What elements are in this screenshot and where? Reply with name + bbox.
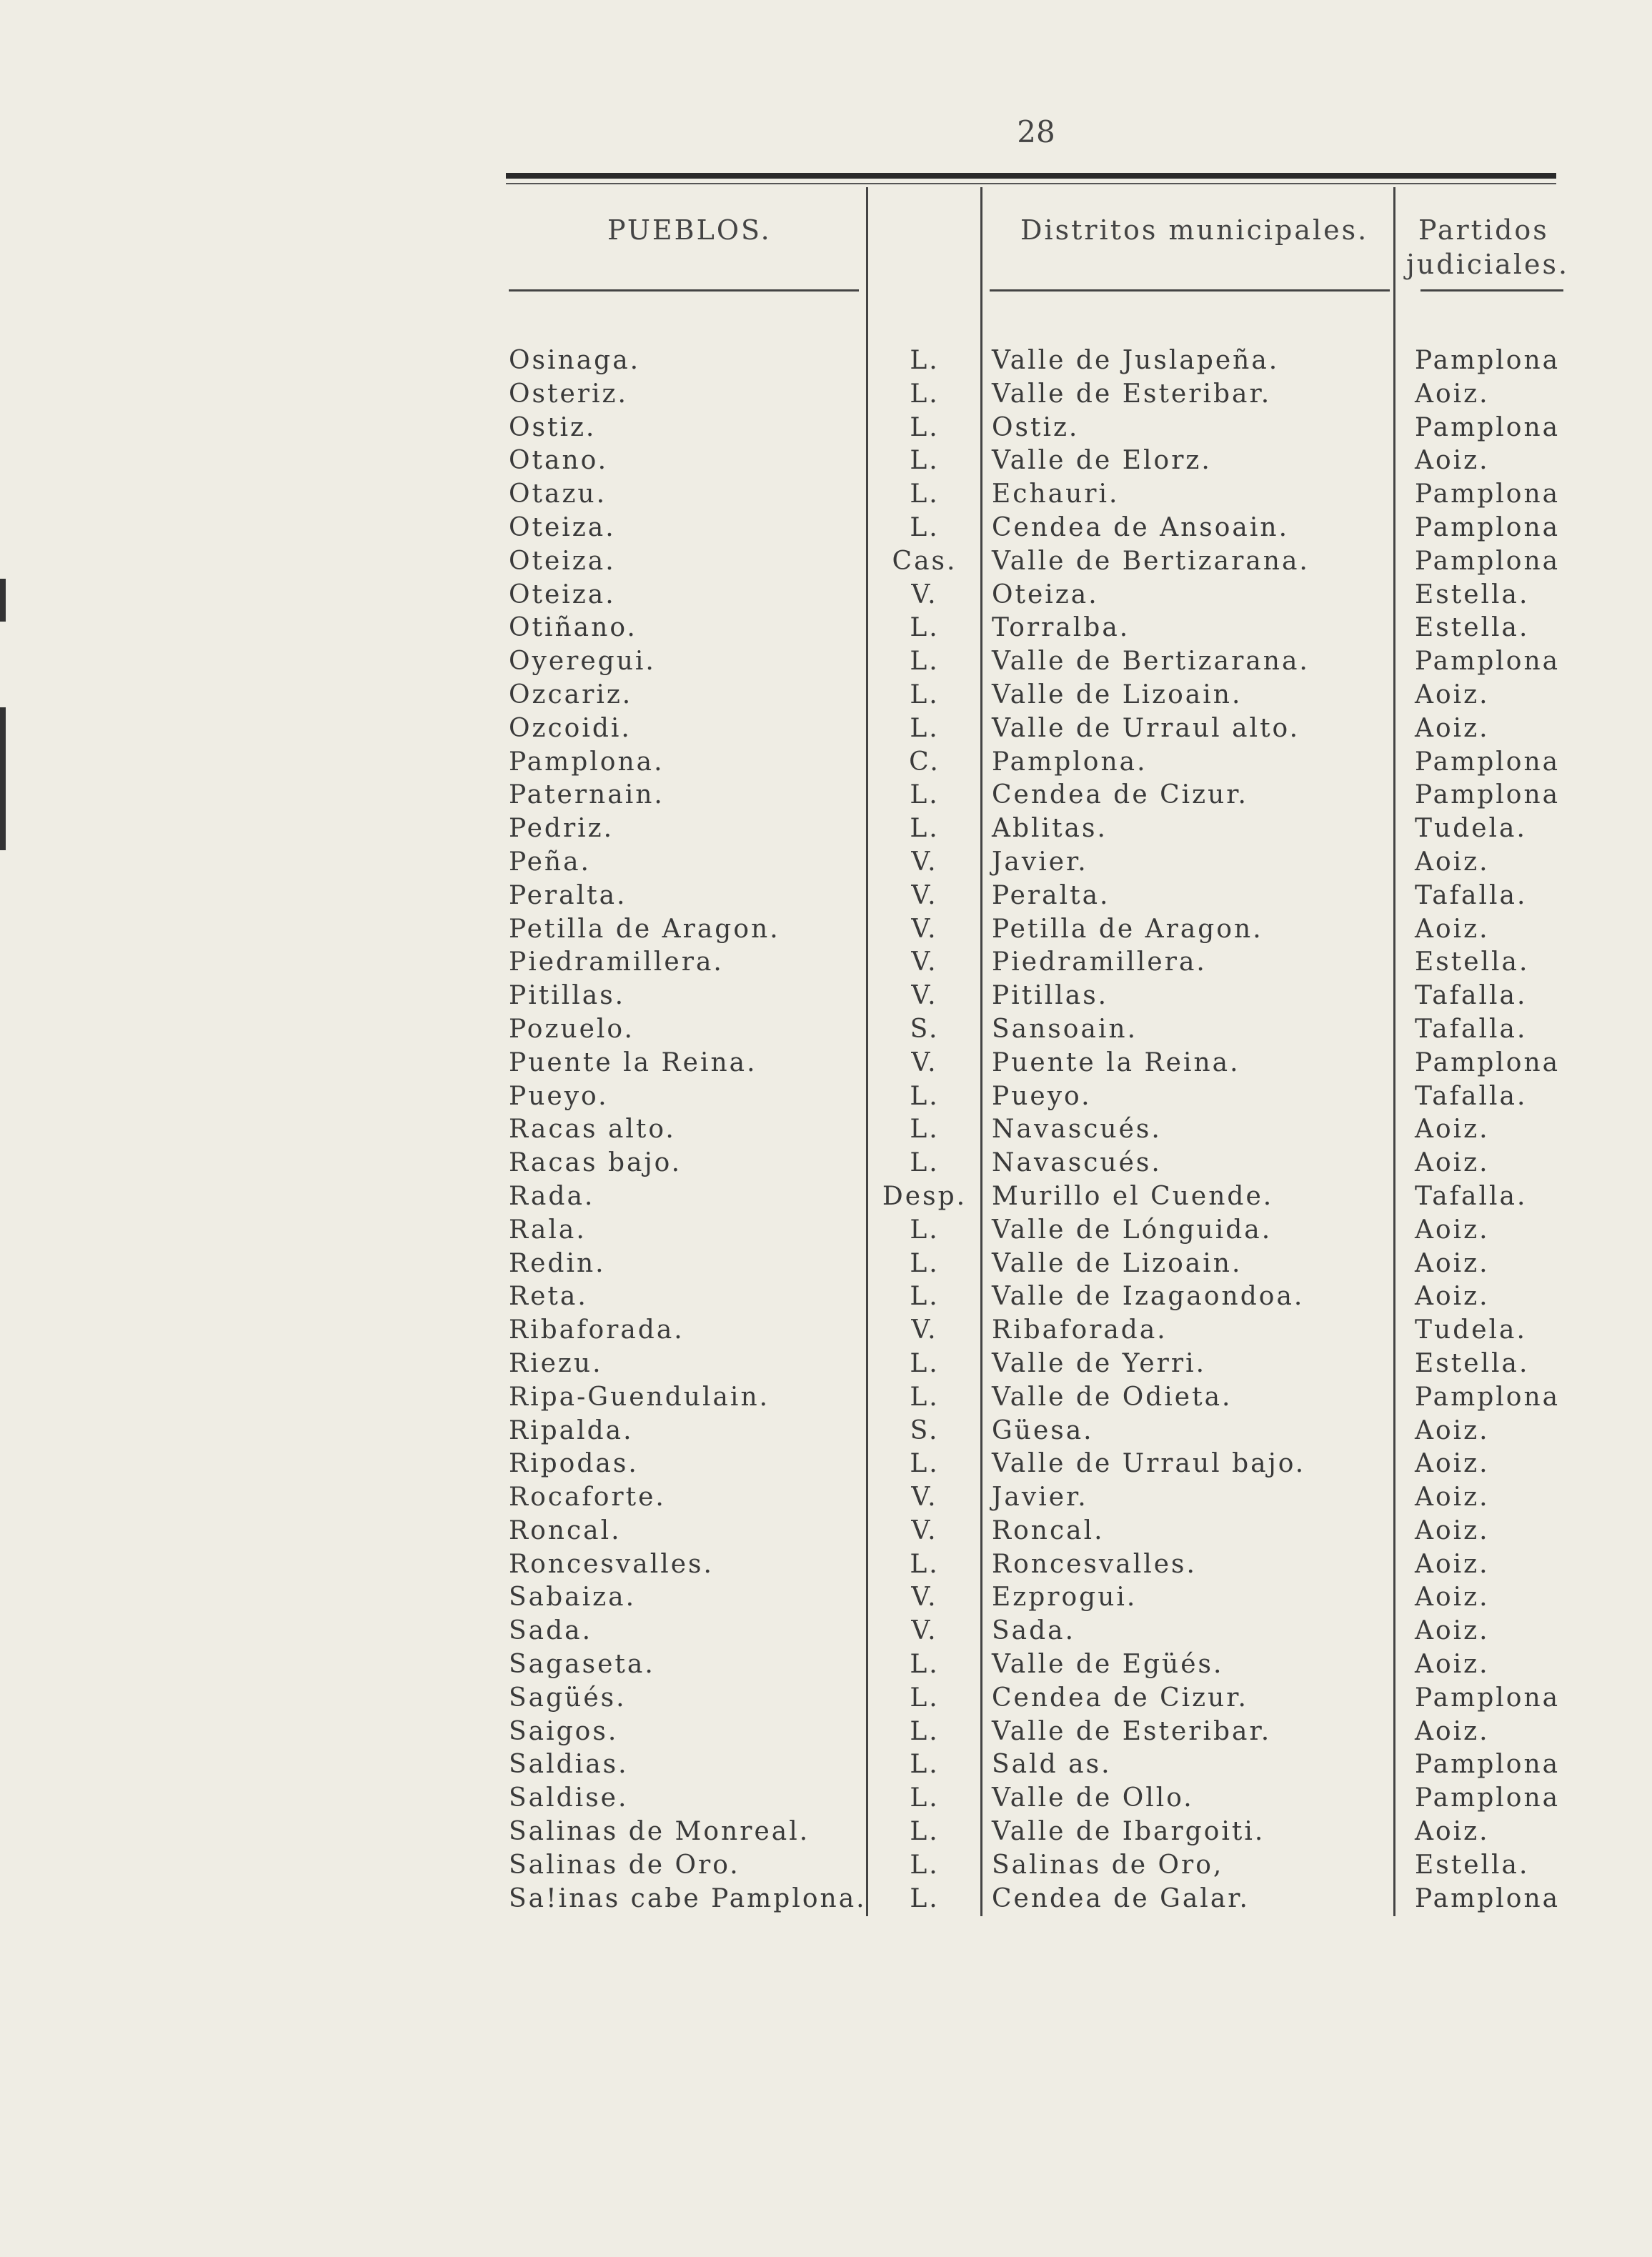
partido-cell: Tafalla. (1415, 1081, 1528, 1111)
distrito-cell: Valle de Esteribar. (992, 379, 1272, 409)
partido-cell: Tafalla. (1415, 1181, 1528, 1211)
tipo-cell: L. (910, 679, 940, 709)
tipo-cell: S. (910, 1014, 940, 1044)
pueblo-cell: Sabaiza. (509, 1583, 637, 1613)
tipo-cell: L. (910, 1549, 940, 1579)
partido-cell: Aoiz. (1415, 1716, 1490, 1746)
pueblo-cell: Pozuelo. (509, 1014, 635, 1044)
table-row (0, 846, 1652, 880)
distrito-cell: Valle de Izagaondoa. (992, 1282, 1305, 1312)
partido-cell: Pamplona (1415, 1883, 1561, 1913)
table-row (0, 412, 1652, 445)
table-row (0, 1280, 1652, 1314)
tipo-cell: L. (910, 814, 940, 844)
pueblo-cell: Peralta. (509, 880, 627, 910)
distrito-cell: Valle de Lizoain. (992, 1248, 1243, 1278)
pueblo-cell: Ripalda. (509, 1415, 634, 1445)
tipo-cell: L. (910, 1449, 940, 1479)
table-row (0, 1113, 1652, 1147)
distrito-cell: Sada. (992, 1616, 1076, 1646)
partido-cell: Pamplona (1415, 780, 1561, 810)
pueblo-cell: Roncesvalles. (509, 1549, 714, 1579)
partido-cell: Aoiz. (1415, 1115, 1490, 1145)
distrito-cell: Valle de Egüés. (992, 1650, 1224, 1680)
tipo-cell: Desp. (882, 1181, 967, 1211)
tipo-cell: V. (911, 1616, 938, 1646)
tipo-cell: L. (910, 1683, 940, 1713)
partido-cell: Aoiz. (1415, 379, 1490, 409)
tipo-cell: L. (910, 780, 940, 810)
header-judiciales: judiciales. (1406, 249, 1570, 280)
tipo-cell: V. (911, 1483, 938, 1513)
table-row (0, 1548, 1652, 1582)
pueblo-cell: Ribaforada. (509, 1315, 685, 1345)
table-row (0, 1615, 1652, 1648)
distrito-cell: Cendea de Cizur. (992, 1683, 1248, 1713)
tipo-cell: L. (910, 1382, 940, 1412)
tipo-cell: V. (911, 981, 938, 1011)
partido-cell: Aoiz. (1415, 914, 1490, 944)
distrito-cell: Ezprogui. (992, 1583, 1138, 1613)
tipo-cell: L. (910, 1148, 940, 1178)
pueblo-cell: Ripa-Guendulain. (509, 1382, 770, 1412)
partido-cell: Pamplona (1415, 1683, 1561, 1713)
distrito-cell: Valle de Yerri. (992, 1348, 1207, 1378)
distrito-cell: Ribaforada. (992, 1315, 1168, 1345)
pueblo-cell: Sa!inas cabe Pamplona. (509, 1883, 867, 1913)
pueblo-cell: Sagaseta. (509, 1650, 655, 1680)
pueblo-cell: Racas alto. (509, 1115, 676, 1145)
table-row (0, 1715, 1652, 1749)
table-row (0, 1180, 1652, 1214)
partido-cell: Aoiz. (1415, 1616, 1490, 1646)
partido-cell: Pamplona (1415, 1783, 1561, 1813)
partido-cell: Aoiz. (1415, 1817, 1490, 1847)
table-row (0, 913, 1652, 947)
tipo-cell: L. (910, 1716, 940, 1746)
tipo-cell: V. (911, 847, 938, 877)
table-row (0, 1147, 1652, 1180)
table-row (0, 946, 1652, 980)
partido-cell: Aoiz. (1415, 1515, 1490, 1545)
partido-cell: Pamplona (1415, 412, 1561, 442)
header-rule-heavy (506, 173, 1556, 179)
table-row (0, 444, 1652, 478)
partido-cell: Tudela. (1415, 1315, 1527, 1345)
distrito-cell: Javier. (992, 1483, 1088, 1513)
tipo-cell: L. (910, 1115, 940, 1145)
distrito-cell: Oteiza. (992, 579, 1099, 609)
table-row (0, 1415, 1652, 1448)
tipo-cell: L. (910, 479, 940, 509)
table-row (0, 1314, 1652, 1347)
pueblo-cell: Saldise. (509, 1783, 629, 1813)
pueblo-cell: Pitillas. (509, 981, 626, 1011)
partido-cell: Estella. (1415, 579, 1530, 609)
tipo-cell: L. (910, 1750, 940, 1780)
tipo-cell: L. (910, 647, 940, 677)
distrito-cell: Murillo el Cuende. (992, 1181, 1274, 1211)
distrito-cell: Roncesvalles. (992, 1549, 1197, 1579)
tipo-cell: L. (910, 346, 940, 375)
partido-cell: Pamplona (1415, 647, 1561, 677)
partido-cell: Aoiz. (1415, 1248, 1490, 1278)
pueblo-cell: Reta. (509, 1282, 588, 1312)
pueblo-cell: Rala. (509, 1215, 587, 1245)
pueblo-cell: Salinas de Oro. (509, 1850, 740, 1880)
pueblo-cell: Ozcariz. (509, 679, 633, 709)
tipo-cell: V. (911, 914, 938, 944)
table-row (0, 1748, 1652, 1782)
partido-cell: Aoiz. (1415, 446, 1490, 476)
pueblo-cell: Osinaga. (509, 346, 641, 375)
distrito-cell: Valle de Lónguida. (992, 1215, 1273, 1245)
pueblo-cell: Osteriz. (509, 379, 628, 409)
tipo-cell: L. (910, 446, 940, 476)
distrito-cell: Valle de Urraul bajo. (992, 1449, 1306, 1479)
tipo-cell: L. (910, 1215, 940, 1245)
distrito-cell: Valle de Elorz. (992, 446, 1212, 476)
partido-cell: Pamplona (1415, 1750, 1561, 1780)
table-row (0, 545, 1652, 579)
pueblo-cell: Oteiza. (509, 546, 616, 576)
table-row (0, 880, 1652, 913)
pueblo-cell: Peña. (509, 847, 592, 877)
tipo-cell: L. (910, 1282, 940, 1312)
header-underline-partidos (1420, 289, 1563, 292)
pueblo-cell: Petilla de Aragon. (509, 914, 780, 944)
partido-cell: Tudela. (1415, 814, 1527, 844)
header-underline-distritos (990, 289, 1390, 292)
distrito-cell: Pamplona. (992, 747, 1148, 777)
partido-cell: Pamplona (1415, 1047, 1561, 1077)
partido-cell: Estella. (1415, 613, 1530, 643)
pueblo-cell: Saldias. (509, 1750, 629, 1780)
pueblo-cell: Pedriz. (509, 814, 614, 844)
distrito-cell: Pueyo. (992, 1081, 1092, 1111)
distrito-cell: Roncal. (992, 1515, 1105, 1545)
pueblo-cell: Rada. (509, 1181, 595, 1211)
distrito-cell: Sansoain. (992, 1014, 1138, 1044)
distrito-cell: Valle de Juslapeña. (992, 346, 1280, 375)
partido-cell: Pamplona (1415, 546, 1561, 576)
distrito-cell: Güesa. (992, 1415, 1094, 1445)
distrito-cell: Salinas de Oro, (992, 1850, 1224, 1880)
header-distritos: Distritos municipales. (1020, 214, 1369, 246)
tipo-cell: L. (910, 1817, 940, 1847)
table-row (0, 1080, 1652, 1114)
distrito-cell: Javier. (992, 847, 1088, 877)
table-row (0, 1448, 1652, 1481)
distrito-cell: Ablitas. (992, 814, 1108, 844)
tipo-cell: V. (911, 1583, 938, 1613)
distrito-cell: Ostiz. (992, 412, 1080, 442)
table-row (0, 1849, 1652, 1883)
header-partidos: Partidos (1418, 214, 1549, 246)
tipo-cell: C. (909, 747, 940, 777)
tipo-cell: L. (910, 379, 940, 409)
table-row (0, 1883, 1652, 1916)
tipo-cell: V. (911, 947, 938, 977)
pueblo-cell: Riezu. (509, 1348, 603, 1378)
tipo-cell: V. (911, 1515, 938, 1545)
header-underline-pueblos (509, 289, 859, 292)
page-number: 28 (1017, 114, 1055, 149)
distrito-cell: Valle de Ibargoiti. (992, 1817, 1265, 1847)
tipo-cell: L. (910, 1850, 940, 1880)
partido-cell: Pamplona (1415, 1382, 1561, 1412)
pueblo-cell: Otiñano. (509, 613, 637, 643)
tipo-cell: L. (910, 613, 940, 643)
pueblo-cell: Pueyo. (509, 1081, 609, 1111)
partido-cell: Pamplona (1415, 346, 1561, 375)
table-row (0, 579, 1652, 612)
table-row (0, 980, 1652, 1013)
table-row (0, 1815, 1652, 1849)
pueblo-cell: Redin. (509, 1248, 606, 1278)
pueblo-cell: Ostiz. (509, 412, 597, 442)
table-row (0, 1347, 1652, 1381)
pueblo-cell: Sada. (509, 1616, 593, 1646)
table-row (0, 1214, 1652, 1247)
pueblo-cell: Pamplona. (509, 747, 665, 777)
table-row (0, 1047, 1652, 1080)
partido-cell: Pamplona (1415, 479, 1561, 509)
pueblo-cell: Roncal. (509, 1515, 622, 1545)
distrito-cell: Torralba. (992, 613, 1130, 643)
table-row (0, 1247, 1652, 1281)
table-row (0, 746, 1652, 779)
distrito-cell: Valle de Esteribar. (992, 1716, 1272, 1746)
tipo-cell: L. (910, 1783, 940, 1813)
table-row (0, 512, 1652, 545)
pueblo-cell: Rocaforte. (509, 1483, 666, 1513)
tipo-cell: V. (911, 1315, 938, 1345)
partido-cell: Aoiz. (1415, 713, 1490, 743)
pueblo-cell: Sagüés. (509, 1683, 627, 1713)
partido-cell: Aoiz. (1415, 679, 1490, 709)
distrito-cell: Valle de Odieta. (992, 1382, 1233, 1412)
tipo-cell: V. (911, 1047, 938, 1077)
table-row (0, 1381, 1652, 1415)
pueblo-cell: Oteiza. (509, 579, 616, 609)
tipo-cell: L. (910, 1248, 940, 1278)
pueblo-cell: Otano. (509, 446, 609, 476)
table-row (0, 378, 1652, 412)
header-rule-thin (506, 183, 1556, 184)
partido-cell: Aoiz. (1415, 847, 1490, 877)
tipo-cell: L. (910, 512, 940, 542)
table-row (0, 344, 1652, 378)
partido-cell: Tafalla. (1415, 981, 1528, 1011)
distrito-cell: Valle de Ollo. (992, 1783, 1194, 1813)
partido-cell: Aoiz. (1415, 1650, 1490, 1680)
pueblos-table (0, 344, 1652, 1915)
header-pueblos: PUEBLOS. (607, 214, 772, 246)
partido-cell: Estella. (1415, 1850, 1530, 1880)
partido-cell: Aoiz. (1415, 1215, 1490, 1245)
partido-cell: Pamplona (1415, 512, 1561, 542)
pueblo-cell: Oyeregui. (509, 647, 656, 677)
table-row (0, 1515, 1652, 1548)
table-row (0, 645, 1652, 679)
partido-cell: Estella. (1415, 1348, 1530, 1378)
table-row (0, 712, 1652, 746)
table-row (0, 1782, 1652, 1815)
tipo-cell: L. (910, 1348, 940, 1378)
table-row (0, 1481, 1652, 1515)
distrito-cell: Valle de Bertizarana. (992, 647, 1310, 677)
distrito-cell: Echauri. (992, 479, 1120, 509)
partido-cell: Pamplona (1415, 747, 1561, 777)
distrito-cell: Cendea de Galar. (992, 1883, 1250, 1913)
distrito-cell: Cendea de Cizur. (992, 780, 1248, 810)
distrito-cell: Valle de Lizoain. (992, 679, 1243, 709)
pueblo-cell: Oteiza. (509, 512, 616, 542)
distrito-cell: Petilla de Aragon. (992, 914, 1263, 944)
distrito-cell: Piedramillera. (992, 947, 1207, 977)
table-row (0, 612, 1652, 645)
table-row (0, 1581, 1652, 1615)
distrito-cell: Cendea de Ansoain. (992, 512, 1290, 542)
distrito-cell: Valle de Bertizarana. (992, 546, 1310, 576)
partido-cell: Aoiz. (1415, 1282, 1490, 1312)
pueblo-cell: Salinas de Monreal. (509, 1817, 810, 1847)
tipo-cell: L. (910, 412, 940, 442)
tipo-cell: L. (910, 1883, 940, 1913)
distrito-cell: Sald as. (992, 1750, 1112, 1780)
partido-cell: Aoiz. (1415, 1449, 1490, 1479)
tipo-cell: V. (911, 579, 938, 609)
table-row (0, 1013, 1652, 1047)
partido-cell: Tafalla. (1415, 880, 1528, 910)
distrito-cell: Pitillas. (992, 981, 1109, 1011)
tipo-cell: L. (910, 1650, 940, 1680)
table-row (0, 679, 1652, 712)
pueblo-cell: Saigos. (509, 1716, 619, 1746)
partido-cell: Tafalla. (1415, 1014, 1528, 1044)
partido-cell: Aoiz. (1415, 1148, 1490, 1178)
tipo-cell: Cas. (892, 546, 957, 576)
partido-cell: Aoiz. (1415, 1583, 1490, 1613)
distrito-cell: Valle de Urraul alto. (992, 713, 1300, 743)
pueblo-cell: Piedramillera. (509, 947, 724, 977)
table-row (0, 1682, 1652, 1715)
distrito-cell: Peralta. (992, 880, 1110, 910)
tipo-cell: L. (910, 713, 940, 743)
distrito-cell: Navascués. (992, 1115, 1162, 1145)
distrito-cell: Navascués. (992, 1148, 1162, 1178)
pueblo-cell: Ripodas. (509, 1449, 639, 1479)
partido-cell: Aoiz. (1415, 1549, 1490, 1579)
partido-cell: Estella. (1415, 947, 1530, 977)
pueblo-cell: Puente la Reina. (509, 1047, 757, 1077)
pueblo-cell: Racas bajo. (509, 1148, 682, 1178)
pueblo-cell: Otazu. (509, 479, 607, 509)
distrito-cell: Puente la Reina. (992, 1047, 1240, 1077)
pueblo-cell: Ozcoidi. (509, 713, 632, 743)
table-row (0, 478, 1652, 512)
table-row (0, 1648, 1652, 1682)
table-row (0, 812, 1652, 846)
pueblo-cell: Paternain. (509, 780, 665, 810)
table-row (0, 779, 1652, 812)
tipo-cell: L. (910, 1081, 940, 1111)
partido-cell: Aoiz. (1415, 1415, 1490, 1445)
tipo-cell: S. (910, 1415, 940, 1445)
tipo-cell: V. (911, 880, 938, 910)
partido-cell: Aoiz. (1415, 1483, 1490, 1513)
